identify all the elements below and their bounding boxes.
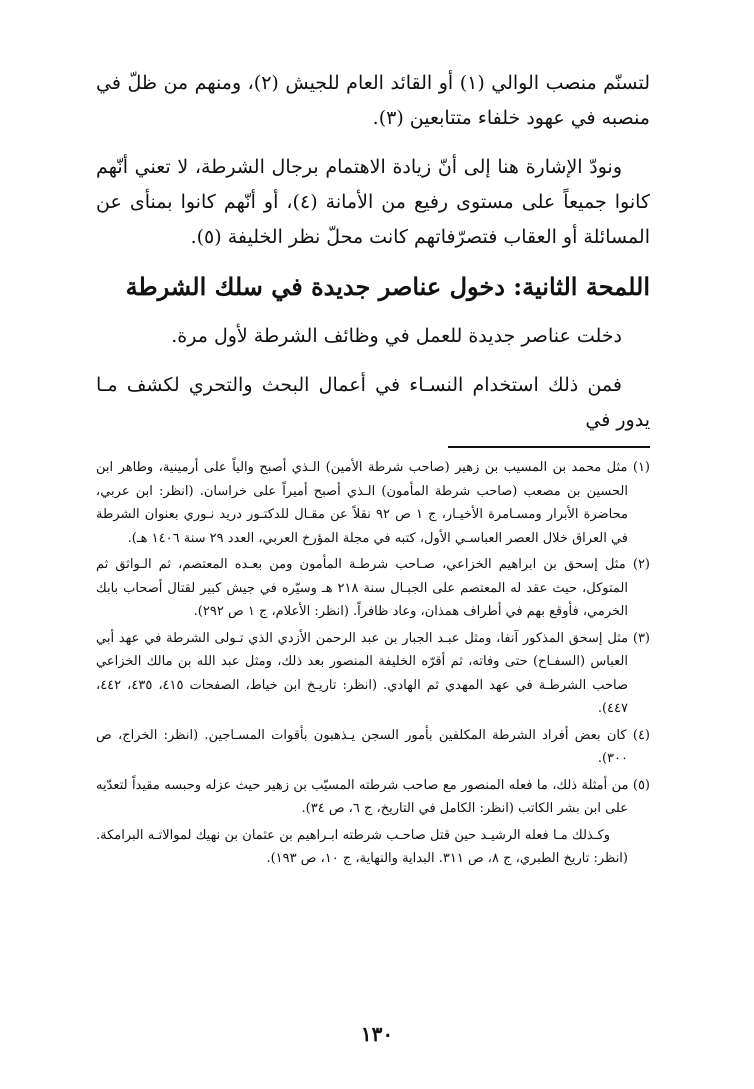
footnote-4: (٤) كان بعض أفراد الشرطة المكلفين بأمور السجن يـذهبون بأقوات المسـاجين. (انظر: الخراج، ص ٣٠٠).	[96, 727, 650, 766]
page-number: ١٣٠	[360, 1022, 394, 1046]
paragraph-2: ونودّ الإشارة هنا إلى أنّ زيادة الاهتمام برجال الشرطة، لا تعني أنّهم كانوا جميعاً على مستوى رفيع من الأمانة (٤)، أو أنّهم كانوا بمنأى عن المسائلة أو العقاب فتصرّفاتهم كانت محلّ نظر الخليفة (٥).	[96, 156, 650, 248]
footnotes	[96, 456, 650, 874]
paragraph-1: لتسنّم منصب الوالي (١) أو القائد العام للجيش (٢)، ومنهم من ظلّ في منصبه في عهود خلفاء متتابعين (٣).	[96, 72, 651, 129]
footnote-5-continued: وكـذلك مـا فعله الرشيـد حين قتل صاحـب شرطته ابـراهيم بن عثمان بن نهيك لموالاتـه البرامكة. (انظر: تاريخ الطبري، ج ٨، ص ٣١١. البداية والنهاية، ج ١٠، ص ١٩٣).	[96, 827, 628, 866]
footnote-5: (٥) من أمثلة ذلك، ما فعله المنصور مع صاحب شرطته المسيّب بن زهير حيث عزله وحبسه مقيداً لتعدّيه على ابن بشر الكاتب (انظر: الكامل في التاريخ، ج ٦، ص ٣٤).	[96, 777, 650, 816]
section-heading: اللمحة الثانية: دخول عناصر جديدة في سلك الشرطة	[125, 272, 650, 301]
paragraph-4: فمن ذلك استخدام النسـاء في أعمال البحث والتحري لكشف مـا يدور في	[96, 374, 650, 431]
paragraph-3: دخلت عناصر جديدة للعمل في وظائف الشرطة لأول مرة.	[171, 325, 622, 347]
footnote-separator	[448, 446, 650, 448]
footnote-2: (٢) مثل إسحق بن ابراهيم الخزاعي، صـاحب شرطـة المأمون ومن بعـده المعتصم، ثم الـواثق ثم المتوكل، حيث عقد له المعتصم على الجبـال سنة ٢١٨ هـ وسيّره في جيش كبير لقتال أصحاب بابك الخرمي، فأوقع بهم في أطراف همذان، وعاد ظافراً. (انظر: الأعلام، ج ١ ص ٢٩٢).	[96, 557, 650, 619]
footnote-3: (٣) مثل إسحق المذكور آنفا، ومثل عبـد الجبار بن عبد الرحمن الأزدي الذي تـولى الشرطة في عهد أبي العباس (السفـاح) حتى وفاته، ثم أقرّه الخليفة المنصور بعد ذلك، ومثل عبد الله بن مالك الخزاعي صاحب الشرطـة في عهد المهدي ثم الهادي. (انظر: تاريـخ ابن خياط، الصفحات ٤١٥، ٤٣٥، ٤٤٢، ٤٤٧).	[96, 630, 650, 716]
footnote-1: (١) مثل محمد بن المسيب بن زهير (صاحب شرطة الأمين) الـذي أصبح والياً على أرمينية، وطاهر ابن الحسين بن مصعب (صاحب شرطة المأمون) الـذي أصبح أميراً على خراسان. (انظر: ابن عربي، محاضرة الأبرار ومسـامرة الأخيـار، ج ١ ص ٩٢ نقلاً عن مقـال للدكتـور دريد نـوري بعنوان الشرطة في العراق خلال العصر العباسـي الأول، كتبه في مجلة المؤرخ العربي، العدد ٢٩ سنة ١٤٠٦ هـ).	[96, 460, 650, 546]
main-text	[96, 66, 650, 438]
